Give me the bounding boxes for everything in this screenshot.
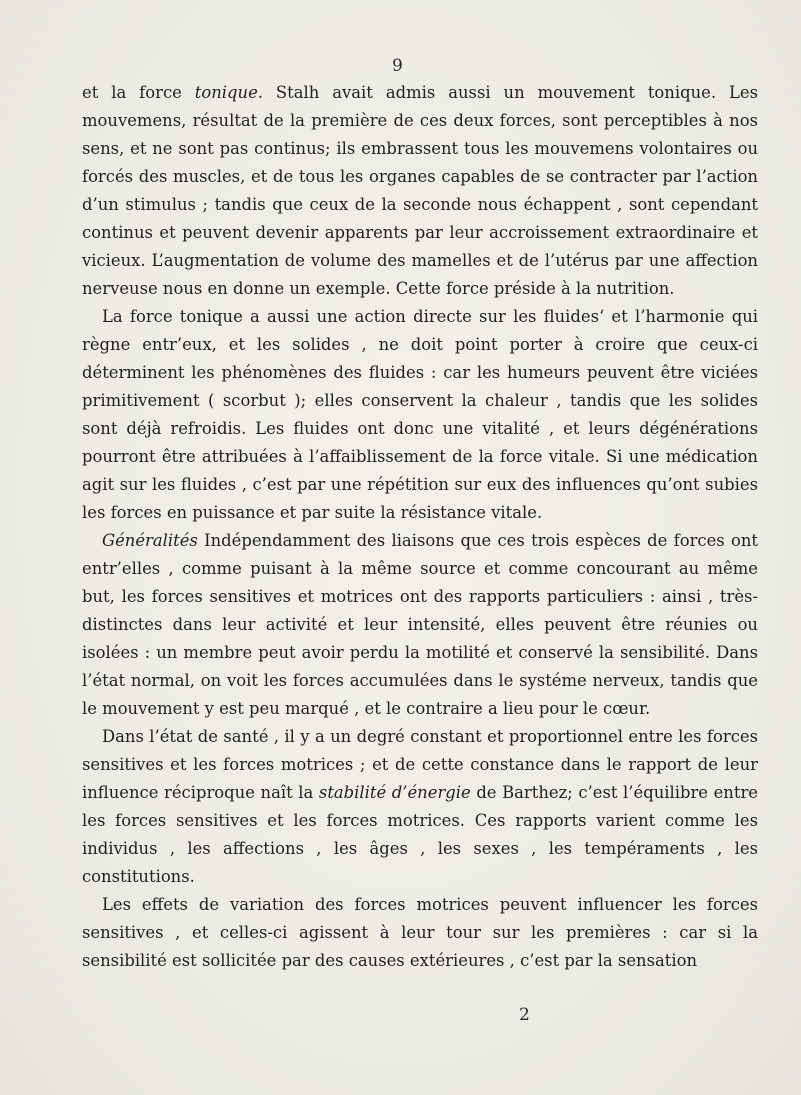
body-text xyxy=(82,79,758,975)
italic-text: stabilité d’énergie xyxy=(318,783,471,802)
text-run: et la force xyxy=(82,83,195,102)
italic-text: Généralités xyxy=(102,531,198,550)
paragraph-3 xyxy=(82,527,758,723)
signature-mark: 2 xyxy=(519,1005,530,1025)
text-run: Dans l’état de santé , il y a un degré constant et proportionnel entre les forces sensitives et les forces motrices ; et de cette constance dans le rapport de leur influence réciproque naît la xyxy=(82,727,758,802)
paragraph-2 xyxy=(82,303,758,527)
page-number: 9 xyxy=(392,56,403,76)
text-run: Les effets de variation des forces motrices peuvent influencer les forces sensitives , et celles-ci agissent à leur tour sur les premières : car si la sensibilité est sollicitée par des causes extérieures , c’est par la sensation xyxy=(82,895,758,970)
text-run: Stalh avait admis aussi un mouvement tonique. Les mouvemens, résultat de la première de ces deux forces, sont perceptibles à nos sens, et ne sont pas continus; ils embrassent tous les mouvemens volontaires ou forcés des muscles, et de tous les organes capables de se contracter par l’action d’un stimulus ; tandis que ceux de la seconde nous échappent , sont cependant continus et peuvent devenir apparents par leur accroissement extraordinaire et vicieux. L’augmentation de volume des mamelles et de l’utérus par une affection nerveuse nous en donne un exemple. Cette force préside à la nutrition. xyxy=(82,83,758,298)
text-run: de Barthez; c’est l’équilibre entre les forces sensitives et les forces motrices. Ces rapports varient comme les individus , les affections , les âges , les sexes , les tempéraments , les constitutions. xyxy=(82,783,758,886)
paragraph-5 xyxy=(82,891,758,975)
italic-text: tonique. xyxy=(194,83,263,102)
paragraph-4 xyxy=(82,723,758,891)
text-run: Indépendamment des liaisons que ces trois espèces de forces ont entr’elles , comme puisant à la même source et comme concourant au même but, les forces sensitives et motrices ont des rapports particuliers : ainsi , très-distinctes dans leur activité et leur intensité, elles peuvent être réunies ou isolées : un membre peut avoir perdu la motilité et conservé la sensibilité. Dans l’état normal, on voit les forces accumulées dans le systéme nerveux, tandis que le mouvement y est peu marqué , et le contraire a lieu pour le cœur. xyxy=(82,531,758,718)
paragraph-1 xyxy=(82,79,758,303)
text-run: La force tonique a aussi une action directe sur les fluides‘ et l’harmonie qui règne entr’eux, et les solides , ne doit point porter à croire que ceux-ci déterminent les phénomènes des fluides : car les humeurs peuvent être viciées primitivement ( scorbut ); elles conservent la chaleur , tandis que les solides sont déjà refroidis. Les fluides ont donc une vitalité , et leurs dégénérations pourront être attribuées à l’affaiblissement de la force vitale. Si une médication agit sur les fluides , c’est par une répétition sur eux des influences qu’ont subies les forces en puissance et par suite la résistance vitale. xyxy=(82,307,758,522)
